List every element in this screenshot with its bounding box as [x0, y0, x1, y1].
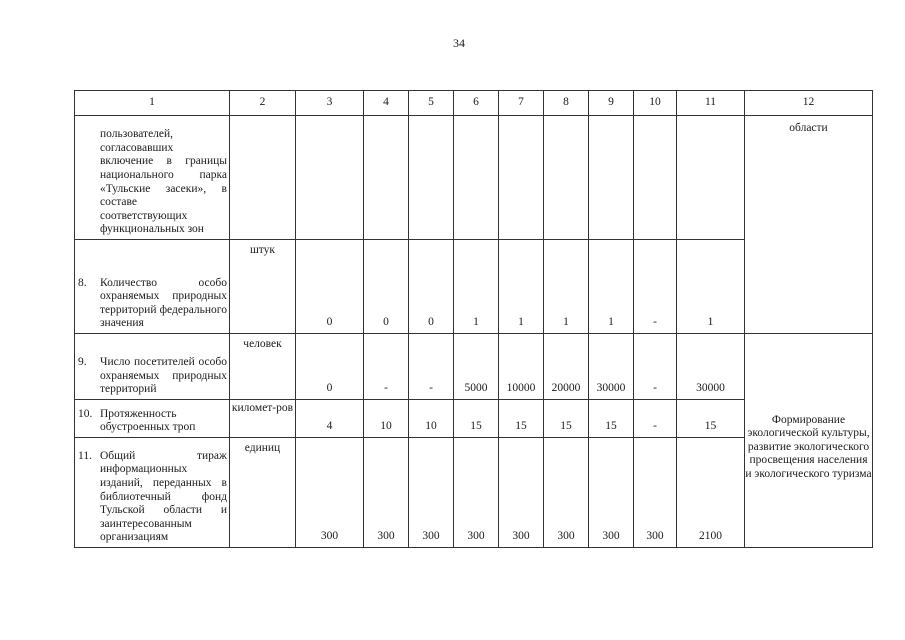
value-cell: 4 — [296, 400, 364, 438]
value-cell: 20000 — [544, 334, 589, 400]
column-header: 4 — [364, 91, 409, 116]
value-cell: 30000 — [677, 334, 745, 400]
value-cell — [634, 116, 677, 240]
value-cell: - — [634, 400, 677, 438]
value-cell — [454, 116, 499, 240]
value-cell: 1 — [589, 240, 634, 334]
value-cell — [296, 116, 364, 240]
value-cell: 10 — [364, 400, 409, 438]
indicator-text: Число посетителей особо охраняемых природных территорий — [100, 356, 227, 396]
value-cell: - — [409, 334, 454, 400]
value-cell: 2100 — [677, 438, 745, 548]
value-cell: 15 — [499, 400, 544, 438]
row-number: 11. — [78, 449, 92, 462]
goal-cell: Формирование экологической культуры, развитие экологического просвещения населения и экологического туризма — [745, 334, 873, 548]
value-cell: 10 — [409, 400, 454, 438]
indicator-text: пользователей, согласовавших включение в границы национального парка «Тульские засеки», в составе соответствующих функциональных зон — [100, 128, 227, 236]
value-cell: 1 — [454, 240, 499, 334]
indicator-name-cell — [75, 400, 230, 438]
unit-cell — [230, 116, 296, 240]
value-cell — [409, 116, 454, 240]
indicator-name-cell — [75, 240, 230, 334]
row-number: 9. — [78, 356, 87, 369]
column-header: 1 — [75, 91, 230, 116]
value-cell: 0 — [364, 240, 409, 334]
column-header: 10 — [634, 91, 677, 116]
value-cell: - — [634, 240, 677, 334]
goal-cell: области — [745, 116, 873, 334]
column-header: 11 — [677, 91, 745, 116]
value-cell: 15 — [454, 400, 499, 438]
value-cell: 1 — [544, 240, 589, 334]
value-cell — [544, 116, 589, 240]
value-cell: 1 — [677, 240, 745, 334]
value-cell: - — [634, 334, 677, 400]
column-header: 9 — [589, 91, 634, 116]
value-cell: 5000 — [454, 334, 499, 400]
table-header-row — [75, 91, 873, 116]
indicator-text: Протяженность обустроенных троп — [100, 407, 196, 434]
value-cell: 300 — [634, 438, 677, 548]
indicator-name-cell — [75, 438, 230, 548]
value-cell: - — [364, 334, 409, 400]
indicators-table — [74, 90, 873, 548]
unit-cell: человек — [230, 334, 296, 400]
value-cell — [499, 116, 544, 240]
indicator-name-cell — [75, 334, 230, 400]
indicator-text: Количество особо охраняемых природных территорий федерального значения — [100, 276, 227, 330]
row-number: 10. — [78, 407, 93, 420]
value-cell: 10000 — [499, 334, 544, 400]
value-cell: 15 — [589, 400, 634, 438]
column-header: 5 — [409, 91, 454, 116]
indicator-name-cell — [75, 116, 230, 240]
unit-cell: километ-ров — [230, 400, 296, 438]
value-cell — [589, 116, 634, 240]
value-cell: 300 — [296, 438, 364, 548]
value-cell: 0 — [296, 334, 364, 400]
value-cell: 0 — [296, 240, 364, 334]
column-header: 2 — [230, 91, 296, 116]
value-cell: 15 — [677, 400, 745, 438]
value-cell: 300 — [409, 438, 454, 548]
unit-cell: штук — [230, 240, 296, 334]
value-cell: 300 — [544, 438, 589, 548]
indicator-text: Общий тираж информационных изданий, переданных в библиотечный фонд Тульской области и заинтересованным организациям — [100, 449, 227, 544]
table-row — [75, 116, 873, 240]
value-cell: 300 — [364, 438, 409, 548]
column-header: 3 — [296, 91, 364, 116]
page-number: 34 — [453, 36, 465, 50]
value-cell: 30000 — [589, 334, 634, 400]
column-header: 6 — [454, 91, 499, 116]
value-cell: 1 — [499, 240, 544, 334]
value-cell: 15 — [544, 400, 589, 438]
value-cell: 0 — [409, 240, 454, 334]
column-header: 12 — [745, 91, 873, 116]
unit-cell: единиц — [230, 438, 296, 548]
column-header: 7 — [499, 91, 544, 116]
column-header: 8 — [544, 91, 589, 116]
value-cell — [677, 116, 745, 240]
value-cell: 300 — [454, 438, 499, 548]
value-cell: 300 — [499, 438, 544, 548]
value-cell — [364, 116, 409, 240]
value-cell: 300 — [589, 438, 634, 548]
row-number: 8. — [78, 276, 87, 289]
table-row — [75, 334, 873, 400]
